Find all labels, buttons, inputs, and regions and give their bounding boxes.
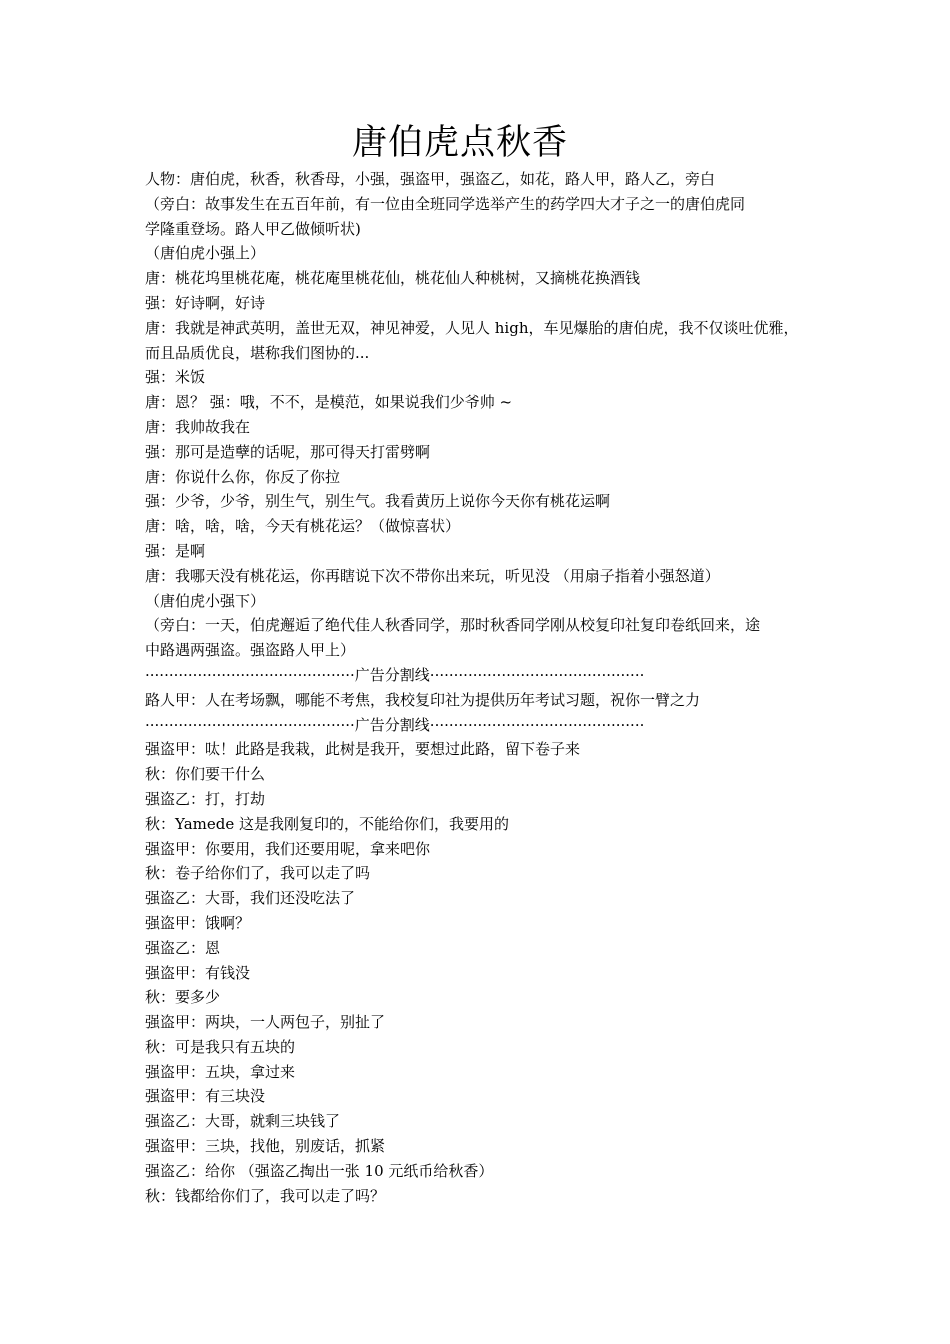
dialogue-line: 唐：我帅故我在 — [145, 417, 251, 436]
dialogue-line: 秋：卷子给你们了，我可以走了吗 — [145, 864, 371, 883]
dialogue-line: 秋：Yamede 这是我刚复印的，不能给你们，我要用的 — [145, 814, 510, 833]
dialogue-line: 强盗乙：给你 （强盗乙掏出一张 10 元纸币给秋香） — [145, 1161, 494, 1180]
narration-line: （旁白：一天，伯虎邂逅了绝代佳人秋香同学，那时秋香同学刚从校复印社复印卷纸回来，途 — [145, 616, 761, 635]
dialogue-line: 强盗甲：饿啊？ — [145, 913, 251, 932]
narration-line: 中路遇两强盗。强盗路人甲上） — [145, 641, 356, 660]
stage-direction-line: （唐伯虎小强下） — [145, 591, 266, 610]
ad-divider-line: ············································广告分割线············································· — [145, 665, 645, 684]
dialogue-line: 路人甲：人在考场飘，哪能不考焦，我校复印社为提供历年考试习题，祝你一臂之力 — [145, 690, 701, 709]
dialogue-line: 强盗甲：三块，找他，别废话，抓紧 — [145, 1137, 386, 1156]
dialogue-line: 唐：桃花坞里桃花庵，桃花庵里桃花仙，桃花仙人种桃树，又摘桃花换酒钱 — [145, 269, 641, 288]
ad-divider-line: ············································广告分割线············································· — [145, 715, 645, 734]
dialogue-line: 唐：我就是神武英明，盖世无双，神见神爱，人见人 high，车见爆胎的唐伯虎，我不仅谈吐优雅， — [145, 318, 799, 337]
dialogue-line: 强盗甲：有钱没 — [145, 963, 251, 982]
dialogue-line: 唐：你说什么你，你反了你拉 — [145, 467, 341, 486]
dialogue-line: 秋：要多少 — [145, 988, 221, 1007]
dialogue-line: 强盗甲：两块，一人两包子，别扯了 — [145, 1013, 386, 1032]
dialogue-line: 强盗甲：你要用，我们还要用呢，拿来吧你 — [145, 839, 431, 858]
dialogue-line: 强：少爷，少爷，别生气，别生气。我看黄历上说你今天你有桃花运啊 — [145, 492, 611, 511]
dialogue-line: 秋：你们要干什么 — [145, 765, 266, 784]
dialogue-line: 强：米饭 — [145, 368, 206, 387]
dialogue-line: 强盗乙：大哥，我们还没吃法了 — [145, 889, 356, 908]
document-title: 唐伯虎点秋香 — [351, 123, 568, 163]
dialogue-line: 唐：啥，啥，啥，今天有桃花运？（做惊喜状） — [145, 517, 461, 536]
dialogue-line: 强：那可是造孽的话呢，那可得天打雷劈啊 — [145, 442, 431, 461]
script-body — [145, 167, 815, 1208]
dialogue-line: 强盗甲：呔！此路是我栽，此树是我开，要想过此路，留下卷子来 — [145, 740, 581, 759]
dialogue-line: 秋：可是我只有五块的 — [145, 1037, 296, 1056]
dialogue-line: 强：是啊 — [145, 541, 206, 560]
dialogue-line: 而且品质优良，堪称我们图协的... — [145, 343, 370, 362]
character-list-line: 人物：唐伯虎，秋香，秋香母，小强，强盗甲，强盗乙，如花，路人甲，路人乙，旁白 — [145, 170, 716, 188]
dialogue-line: 强：好诗啊，好诗 — [145, 293, 266, 312]
dialogue-line: 强盗乙：大哥，就剩三块钱了 — [145, 1112, 341, 1131]
dialogue-line: 强盗乙：恩 — [145, 938, 221, 957]
narration-line: （旁白：故事发生在五百年前，有一位由全班同学选举产生的药学四大才子之一的唐伯虎同 — [145, 194, 746, 213]
dialogue-line: 唐：我哪天没有桃花运，你再瞎说下次不带你出来玩，听见没 （用扇子指着小强怒道） — [145, 566, 720, 585]
dialogue-line: 强盗乙：打，打劫 — [145, 789, 266, 808]
dialogue-line: 强盗甲：有三块没 — [145, 1087, 266, 1106]
dialogue-line: 强盗甲：五块，拿过来 — [145, 1062, 296, 1081]
stage-direction-line: （唐伯虎小强上） — [145, 244, 266, 263]
dialogue-line: 秋：钱都给你们了，我可以走了吗？ — [145, 1186, 386, 1205]
dialogue-line: 唐：恩？ 强：哦，不不，是模范，如果说我们少爷帅 ~ — [145, 393, 513, 412]
narration-line: 学隆重登场。路人甲乙做倾听状) — [145, 219, 361, 238]
